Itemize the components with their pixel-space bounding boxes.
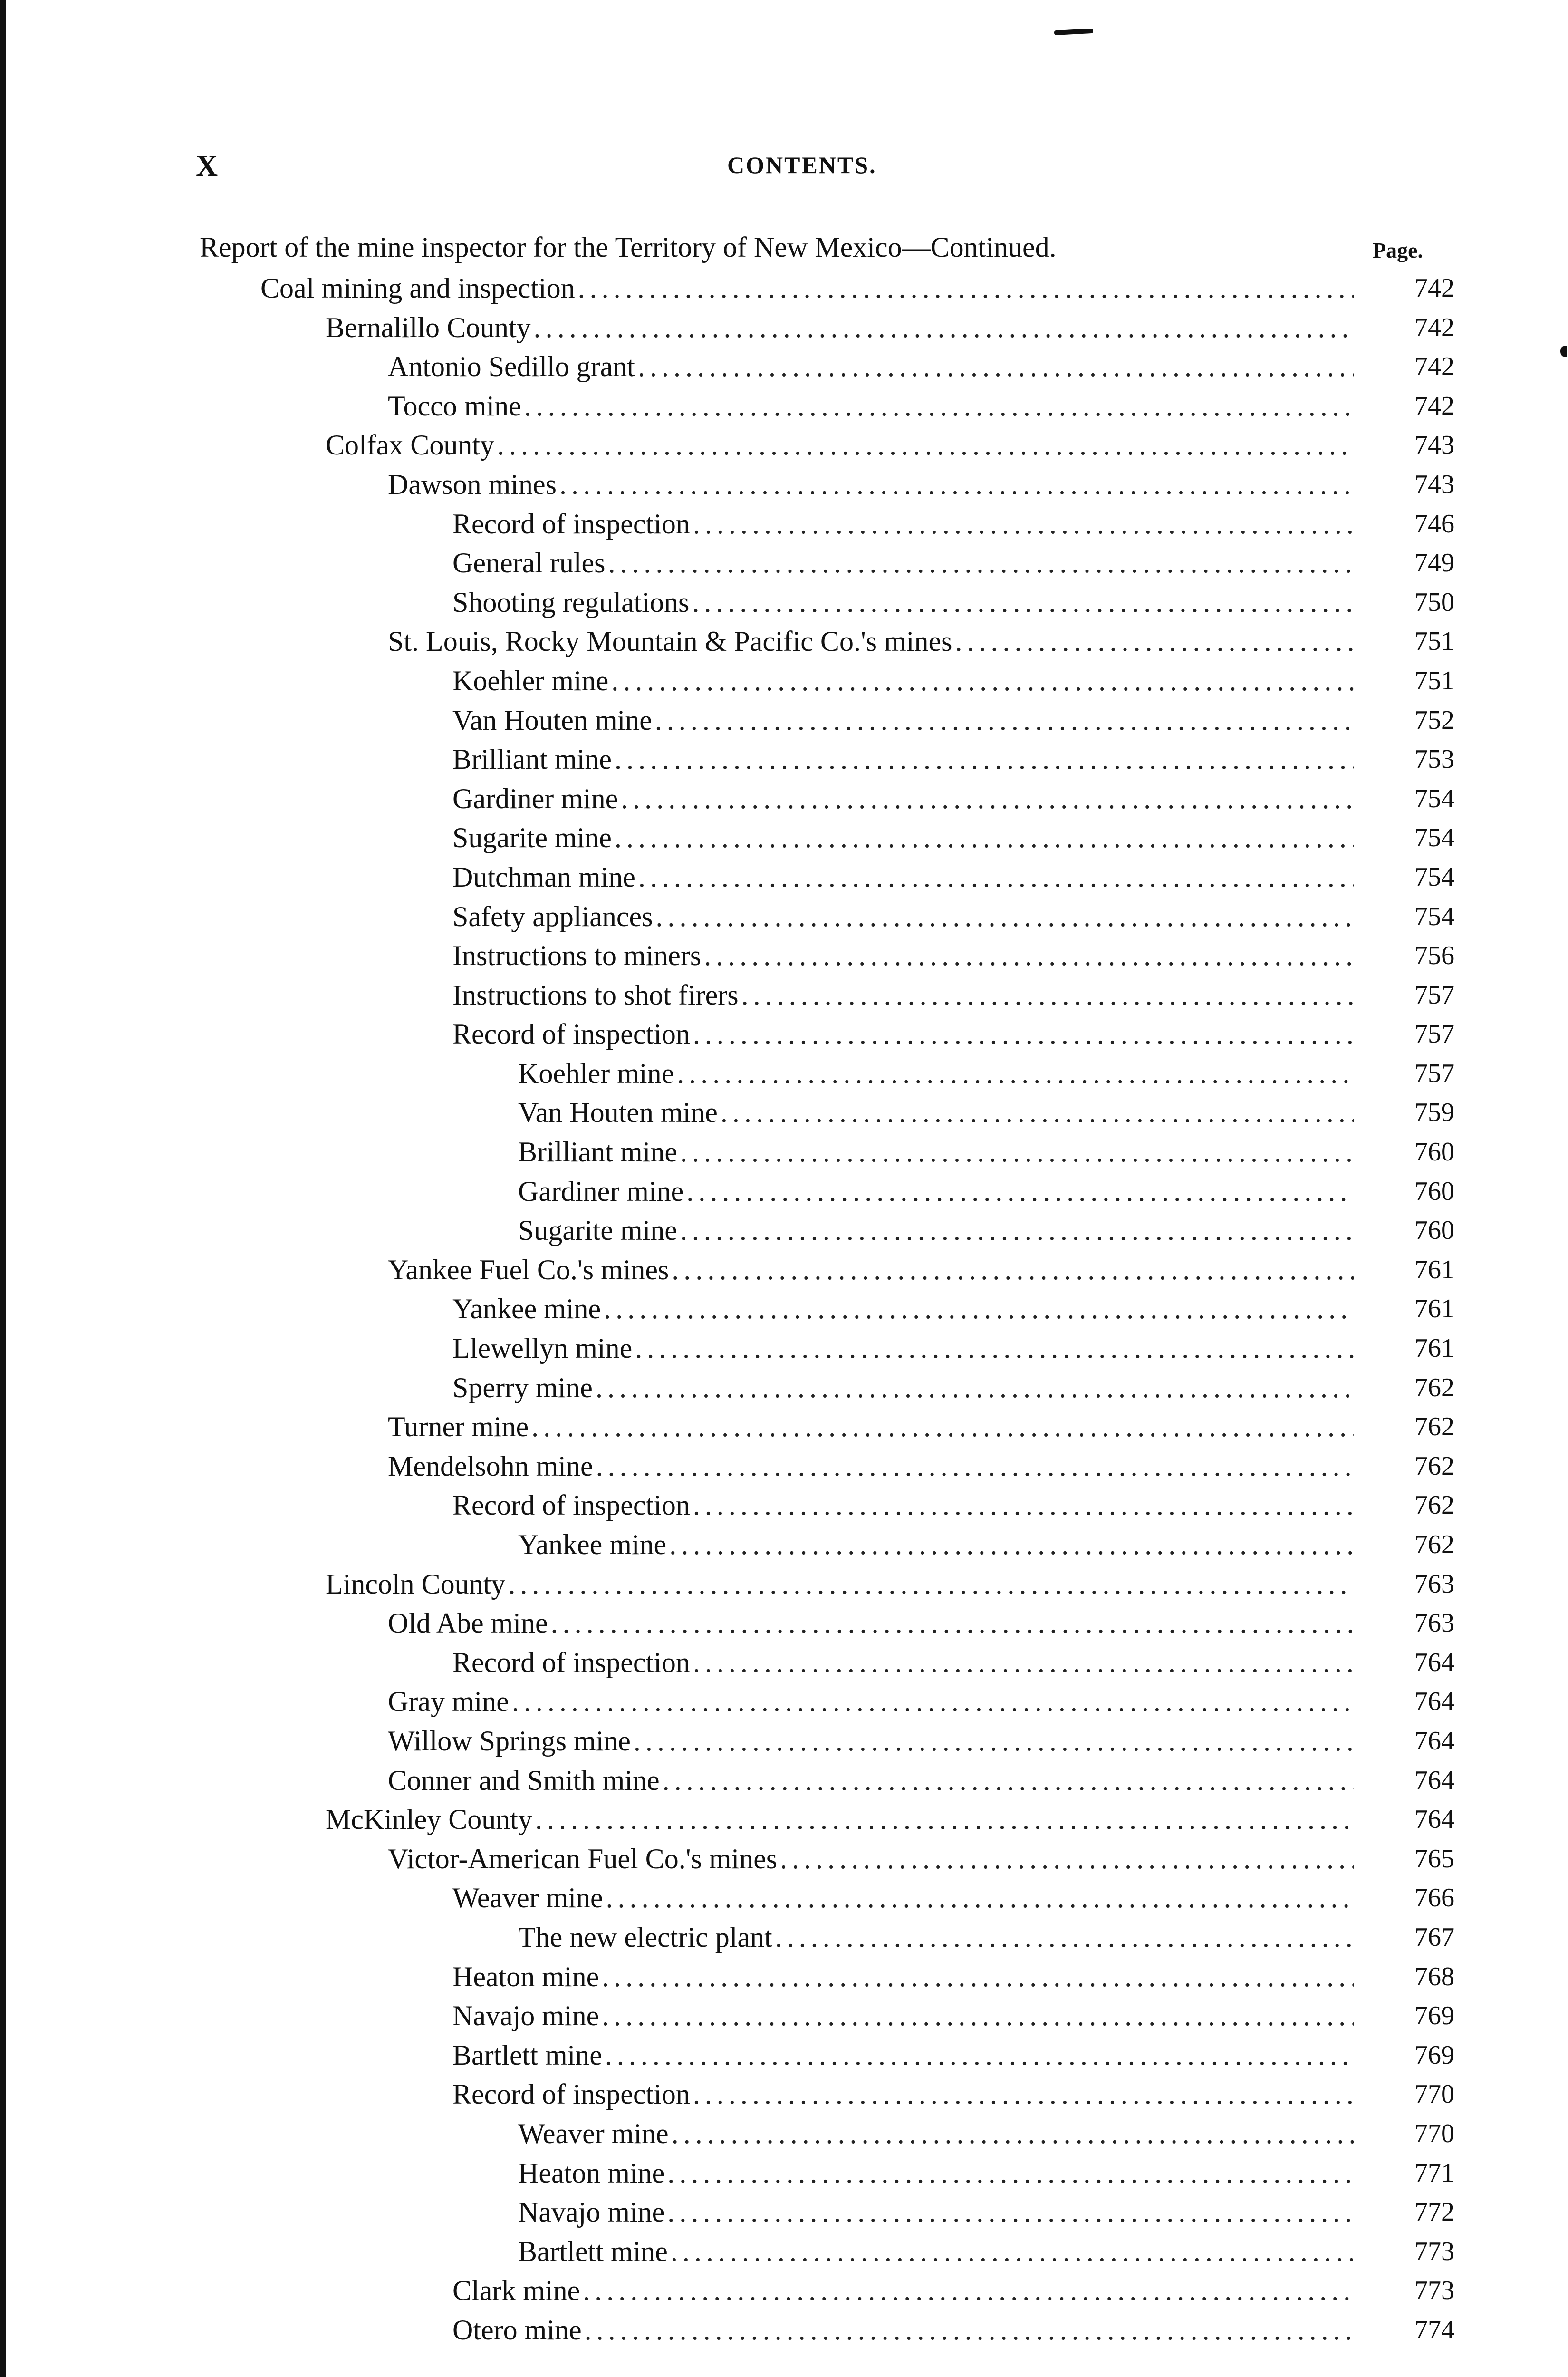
toc-entry-text (452, 1647, 1354, 1686)
toc-entry-text (452, 744, 1354, 783)
toc-entry-text (452, 547, 1354, 586)
toc-entry-page: 771 (1414, 2158, 1454, 2188)
toc-entry (0, 1254, 1568, 1294)
dot-leader (583, 2275, 1354, 2306)
dot-leader (686, 1176, 1354, 1207)
toc-entry-text (388, 1450, 1354, 1489)
dot-leader (635, 1333, 1354, 1364)
toc-entry (0, 1725, 1568, 1765)
toc-entry-text (452, 1018, 1354, 1057)
toc-entry-text (388, 1607, 1354, 1646)
toc-entry-label: Sugarite mine (518, 1215, 677, 1246)
toc-entry (0, 1058, 1568, 1097)
toc-entry (0, 1215, 1568, 1254)
toc-entry (0, 1176, 1568, 1215)
toc-entry-text (452, 705, 1354, 744)
dot-leader (596, 1372, 1354, 1403)
toc-entry (0, 2039, 1568, 2079)
toc-entry-text (388, 1765, 1354, 1804)
toc-entry-text (452, 822, 1354, 861)
toc-entry-page: 754 (1414, 783, 1454, 813)
toc-entry-page: 770 (1414, 2118, 1454, 2148)
toc-entry-page: 764 (1414, 1726, 1454, 1756)
dot-leader (775, 1922, 1354, 1953)
toc-entry (0, 744, 1568, 783)
toc-entry-page: 742 (1414, 391, 1454, 421)
toc-entry-page: 769 (1414, 2040, 1454, 2070)
dot-leader (534, 312, 1354, 343)
toc-entry (0, 2000, 1568, 2039)
dot-leader (578, 272, 1354, 304)
toc-entry (0, 1450, 1568, 1490)
toc-entry-label: Gray mine (388, 1686, 509, 1718)
dot-leader (585, 2314, 1354, 2346)
header-page-number: X (196, 149, 219, 183)
toc-entry (0, 2314, 1568, 2354)
toc-entry (0, 1607, 1568, 1647)
toc-entry (0, 2236, 1568, 2275)
toc-entry-label: Mendelsohn mine (388, 1450, 593, 1482)
toc-entry-label: Navajo mine (518, 2196, 665, 2228)
toc-entry-label: Yankee mine (452, 1293, 601, 1325)
toc-entry (0, 2196, 1568, 2236)
toc-entry-label: Gardiner mine (452, 783, 618, 814)
toc-entry-label: Weaver mine (452, 1882, 603, 1914)
toc-entry-text (452, 2078, 1354, 2117)
section-heading: Report of the mine inspector for the Territory of New Mexico—Continued. (200, 232, 1057, 263)
page-title: CONTENTS. (727, 152, 877, 178)
scan-top-mark (1054, 29, 1093, 35)
dot-leader (663, 1765, 1354, 1796)
toc-entry-text (452, 1372, 1354, 1411)
toc-entry (0, 312, 1568, 351)
dot-leader (531, 1411, 1354, 1442)
toc-entry-page: 764 (1414, 1647, 1454, 1677)
toc-entry-label: Clark mine (452, 2275, 580, 2307)
toc-entry-text (518, 1215, 1354, 1254)
toc-entry-page: 773 (1414, 2276, 1454, 2306)
dot-leader (692, 587, 1354, 618)
toc-entry-label: Shooting regulations (452, 586, 690, 618)
toc-entry-label: Otero mine (452, 2314, 582, 2346)
toc-entry (0, 2118, 1568, 2157)
toc-entry-page: 762 (1414, 1490, 1454, 1520)
toc-entry-text (518, 1176, 1354, 1215)
toc-entry-page: 763 (1414, 1569, 1454, 1599)
dot-leader (605, 2039, 1354, 2071)
toc-entry-text (388, 351, 1354, 390)
toc-entry-text (388, 390, 1354, 429)
toc-entry-label: Weaver mine (518, 2117, 669, 2149)
dot-leader (672, 1254, 1354, 1285)
toc-entry-text (452, 783, 1354, 822)
toc-entry-page: 769 (1414, 2001, 1454, 2031)
dot-leader (677, 1058, 1354, 1089)
toc-entry-text (260, 272, 1354, 311)
toc-entry-label: Antonio Sedillo grant (388, 351, 635, 383)
toc-entry (0, 1843, 1568, 1883)
toc-entry (0, 508, 1568, 548)
page-column-label: Page. (1373, 238, 1424, 262)
toc-entry-page: 750 (1414, 587, 1454, 617)
toc-entry (0, 1136, 1568, 1176)
toc-entry-label: Koehler mine (518, 1057, 674, 1089)
toc-entry-label: Coal mining and inspection (260, 272, 575, 304)
toc-entry-page: 754 (1414, 823, 1454, 853)
toc-entry-label: Bernalillo County (326, 311, 531, 343)
dot-leader (634, 1725, 1354, 1757)
dot-leader (680, 1136, 1354, 1168)
toc-entry-page: 757 (1414, 1058, 1454, 1088)
toc-entry-text (388, 1725, 1354, 1764)
toc-entry-label: Brilliant mine (518, 1136, 677, 1168)
toc-entry-text (452, 1489, 1354, 1528)
dot-leader (656, 901, 1355, 932)
toc-entry-page: 746 (1414, 509, 1454, 539)
toc-entry-label: Navajo mine (452, 2000, 599, 2032)
dot-leader (741, 979, 1354, 1011)
toc-entry-text (452, 1882, 1354, 1921)
toc-entry (0, 547, 1568, 587)
toc-entry (0, 272, 1568, 312)
toc-entry (0, 1293, 1568, 1333)
toc-entry-text (452, 940, 1354, 979)
dot-leader (680, 1215, 1354, 1246)
toc-entry-label: Gardiner mine (518, 1175, 684, 1207)
dot-leader (608, 547, 1354, 579)
toc-entry (0, 626, 1568, 665)
toc-entry (0, 1489, 1568, 1529)
toc-entry-text (518, 1922, 1354, 1961)
toc-entry-label: Turner mine (388, 1411, 529, 1443)
toc-entry-page: 773 (1414, 2236, 1454, 2266)
toc-entry-text (326, 312, 1354, 351)
toc-entry-page: 742 (1414, 312, 1454, 342)
toc-entry (0, 2078, 1568, 2118)
dot-leader (693, 1489, 1354, 1521)
toc-entry-label: Conner and Smith mine (388, 1764, 660, 1796)
toc-entry-label: Yankee mine (518, 1529, 667, 1560)
toc-entry (0, 1097, 1568, 1136)
toc-entry (0, 2275, 1568, 2314)
toc-entry (0, 979, 1568, 1019)
toc-entry-text (452, 508, 1354, 547)
toc-entry-text (452, 2039, 1354, 2078)
toc-entry-page: 759 (1414, 1098, 1454, 1128)
toc-entry-label: Sperry mine (452, 1372, 593, 1403)
toc-entry-text (326, 429, 1354, 468)
toc-entry-label: Tocco mine (388, 390, 521, 422)
toc-entry-page: 761 (1414, 1333, 1454, 1363)
toc-entry-label: Dawson mines (388, 468, 557, 500)
toc-entry-page: 760 (1414, 1216, 1454, 1246)
toc-entry (0, 940, 1568, 979)
toc-entry-text (518, 2118, 1354, 2157)
dot-leader (780, 1843, 1354, 1875)
toc-entry-text (326, 1804, 1354, 1843)
toc-entry-page: 742 (1414, 273, 1454, 303)
dot-leader (611, 665, 1354, 696)
dot-leader (559, 469, 1354, 500)
toc-entry (0, 1882, 1568, 1922)
toc-entry-label: Safety appliances (452, 900, 653, 932)
toc-entry-text (518, 2236, 1354, 2275)
dot-leader (606, 1882, 1354, 1913)
toc-entry-label: Colfax County (326, 429, 494, 461)
toc-entry-text (518, 1058, 1354, 1097)
dot-leader (512, 1686, 1354, 1717)
toc-entry-label: Heaton mine (452, 1961, 599, 1992)
toc-entry-text (452, 1293, 1354, 1332)
toc-entry-page: 774 (1414, 2315, 1454, 2345)
dot-leader (955, 626, 1354, 657)
toc-entry-text (452, 979, 1354, 1018)
toc-entry-page: 764 (1414, 1765, 1454, 1795)
toc-entry-label: Dutchman mine (452, 861, 635, 893)
toc-entry (0, 1372, 1568, 1411)
toc-entry-label: Heaton mine (518, 2157, 665, 2189)
toc-entry (0, 901, 1568, 940)
toc-entry-label: Lincoln County (326, 1568, 506, 1600)
toc-entry-page: 760 (1414, 1137, 1454, 1167)
toc-entry-page: 752 (1414, 705, 1454, 735)
toc-entry-page: 751 (1414, 627, 1454, 657)
toc-entry (0, 1922, 1568, 1961)
dot-leader (596, 1450, 1354, 1482)
toc-entry-text (388, 1843, 1354, 1882)
dot-leader (508, 1568, 1354, 1600)
toc-entry (0, 2157, 1568, 2197)
toc-entry-label: Record of inspection (452, 508, 690, 540)
toc-entry-page: 760 (1414, 1176, 1454, 1206)
toc-entry-text (388, 1254, 1354, 1293)
toc-entry-page: 762 (1414, 1451, 1454, 1481)
toc-entry (0, 665, 1568, 705)
toc-entry-text (518, 1136, 1354, 1175)
toc-entry-page: 743 (1414, 430, 1454, 460)
toc-entry-text (388, 469, 1354, 508)
toc-entry-text (452, 2314, 1354, 2353)
dot-leader (497, 429, 1354, 461)
dot-leader (615, 744, 1354, 775)
toc-entry (0, 822, 1568, 861)
toc-entry (0, 1411, 1568, 1450)
toc-entry-label: Record of inspection (452, 1646, 690, 1678)
toc-entry-label: General rules (452, 547, 606, 579)
toc-entry-text (326, 1568, 1354, 1607)
dot-leader (672, 2118, 1354, 2149)
toc-entry-text (452, 587, 1354, 626)
toc-entry-page: 754 (1414, 901, 1454, 931)
toc-entry-label: Willow Springs mine (388, 1725, 631, 1757)
toc-entry-text (452, 1333, 1354, 1372)
toc-entry-page: 762 (1414, 1530, 1454, 1559)
toc-entry-label: McKinley County (326, 1804, 532, 1836)
toc-entry-label: St. Louis, Rocky Mountain & Pacific Co.'s mines (388, 626, 952, 657)
toc-entry-page: 757 (1414, 1019, 1454, 1049)
toc-entry-label: Sugarite mine (452, 822, 612, 854)
toc-entry-page: 770 (1414, 2079, 1454, 2109)
toc-entry (0, 1018, 1568, 1058)
toc-entry (0, 469, 1568, 508)
toc-entry (0, 1568, 1568, 1608)
toc-entry-text (452, 665, 1354, 704)
toc-entry (0, 861, 1568, 901)
toc-entry-page: 756 (1414, 941, 1454, 971)
toc-entry (0, 390, 1568, 430)
toc-entry-label: Instructions to shot firers (452, 979, 739, 1011)
dot-leader (667, 2157, 1354, 2189)
dot-leader (535, 1804, 1354, 1835)
dot-leader (693, 2078, 1354, 2110)
dot-leader (693, 508, 1354, 540)
toc-entry (0, 351, 1568, 390)
table-of-contents (0, 272, 1568, 2353)
dot-leader (721, 1097, 1354, 1128)
dot-leader (704, 940, 1354, 971)
toc-entry-page: 768 (1414, 1962, 1454, 1991)
toc-entry (0, 705, 1568, 744)
toc-entry (0, 1961, 1568, 2000)
toc-entry-label: Van Houten mine (518, 1097, 718, 1129)
toc-entry-label: Koehler mine (452, 665, 609, 696)
toc-entry (0, 1333, 1568, 1372)
toc-entry-page: 761 (1414, 1294, 1454, 1324)
toc-entry-text (452, 2275, 1354, 2314)
toc-entry-page: 749 (1414, 548, 1454, 578)
toc-entry-page: 765 (1414, 1844, 1454, 1874)
toc-entry-text (452, 1961, 1354, 2000)
toc-entry-page: 764 (1414, 1687, 1454, 1717)
toc-entry-page: 761 (1414, 1255, 1454, 1285)
toc-entry-label: Record of inspection (452, 1489, 690, 1521)
toc-entry-label: Bartlett mine (452, 2039, 602, 2071)
toc-entry (0, 587, 1568, 626)
dot-leader (671, 2236, 1354, 2267)
toc-entry (0, 1529, 1568, 1568)
dot-leader (638, 861, 1354, 893)
toc-entry-page: 762 (1414, 1412, 1454, 1442)
toc-entry-page: 753 (1414, 744, 1454, 774)
toc-entry-page: 772 (1414, 2197, 1454, 2227)
toc-entry (0, 1765, 1568, 1804)
dot-leader (604, 1293, 1354, 1324)
toc-entry-text (452, 2000, 1354, 2039)
dot-leader (693, 1647, 1354, 1678)
toc-entry-text (388, 626, 1354, 665)
toc-entry-label: Instructions to miners (452, 940, 702, 972)
toc-entry-text (388, 1686, 1354, 1725)
toc-entry-page: 742 (1414, 352, 1454, 382)
toc-entry-label: Record of inspection (452, 1018, 690, 1050)
toc-entry (0, 783, 1568, 822)
toc-entry-label: Record of inspection (452, 2078, 690, 2110)
toc-entry (0, 1686, 1568, 1725)
toc-entry (0, 1647, 1568, 1686)
toc-entry-text (388, 1411, 1354, 1450)
toc-entry-page: 757 (1414, 980, 1454, 1010)
dot-leader (602, 2000, 1354, 2031)
dot-leader (655, 705, 1354, 736)
toc-entry-text (452, 861, 1354, 900)
toc-entry (0, 1804, 1568, 1843)
dot-leader (693, 1018, 1354, 1050)
toc-entry-page: 763 (1414, 1608, 1454, 1638)
toc-entry-page: 754 (1414, 862, 1454, 892)
toc-entry-label: Victor-American Fuel Co.'s mines (388, 1843, 778, 1875)
dot-leader (615, 822, 1354, 853)
toc-entry-label: Old Abe mine (388, 1607, 548, 1639)
dot-leader (621, 783, 1354, 814)
toc-entry (0, 429, 1568, 469)
toc-entry-page: 751 (1414, 666, 1454, 696)
dot-leader (638, 351, 1354, 382)
dot-leader (602, 1961, 1354, 1992)
toc-entry-page: 764 (1414, 1805, 1454, 1835)
toc-entry-text (518, 1529, 1354, 1568)
dot-leader (551, 1607, 1354, 1639)
toc-entry-page: 743 (1414, 469, 1454, 499)
toc-entry-page: 766 (1414, 1883, 1454, 1913)
toc-entry-label: Yankee Fuel Co.'s mines (388, 1254, 669, 1285)
dot-leader (669, 1529, 1354, 1560)
toc-entry-text (518, 2196, 1354, 2235)
dot-leader (667, 2196, 1354, 2228)
toc-entry-text (452, 901, 1354, 940)
toc-entry-text (518, 1097, 1354, 1136)
toc-entry-label: Bartlett mine (518, 2235, 668, 2267)
dot-leader (524, 390, 1354, 422)
toc-entry-page: 767 (1414, 1922, 1454, 1952)
toc-entry-text (518, 2157, 1354, 2196)
toc-entry-label: Brilliant mine (452, 744, 612, 775)
toc-entry-label: Llewellyn mine (452, 1333, 633, 1364)
toc-entry-page: 762 (1414, 1372, 1454, 1402)
toc-entry-label: Van Houten mine (452, 704, 652, 736)
toc-entry-label: The new electric plant (518, 1921, 772, 1953)
